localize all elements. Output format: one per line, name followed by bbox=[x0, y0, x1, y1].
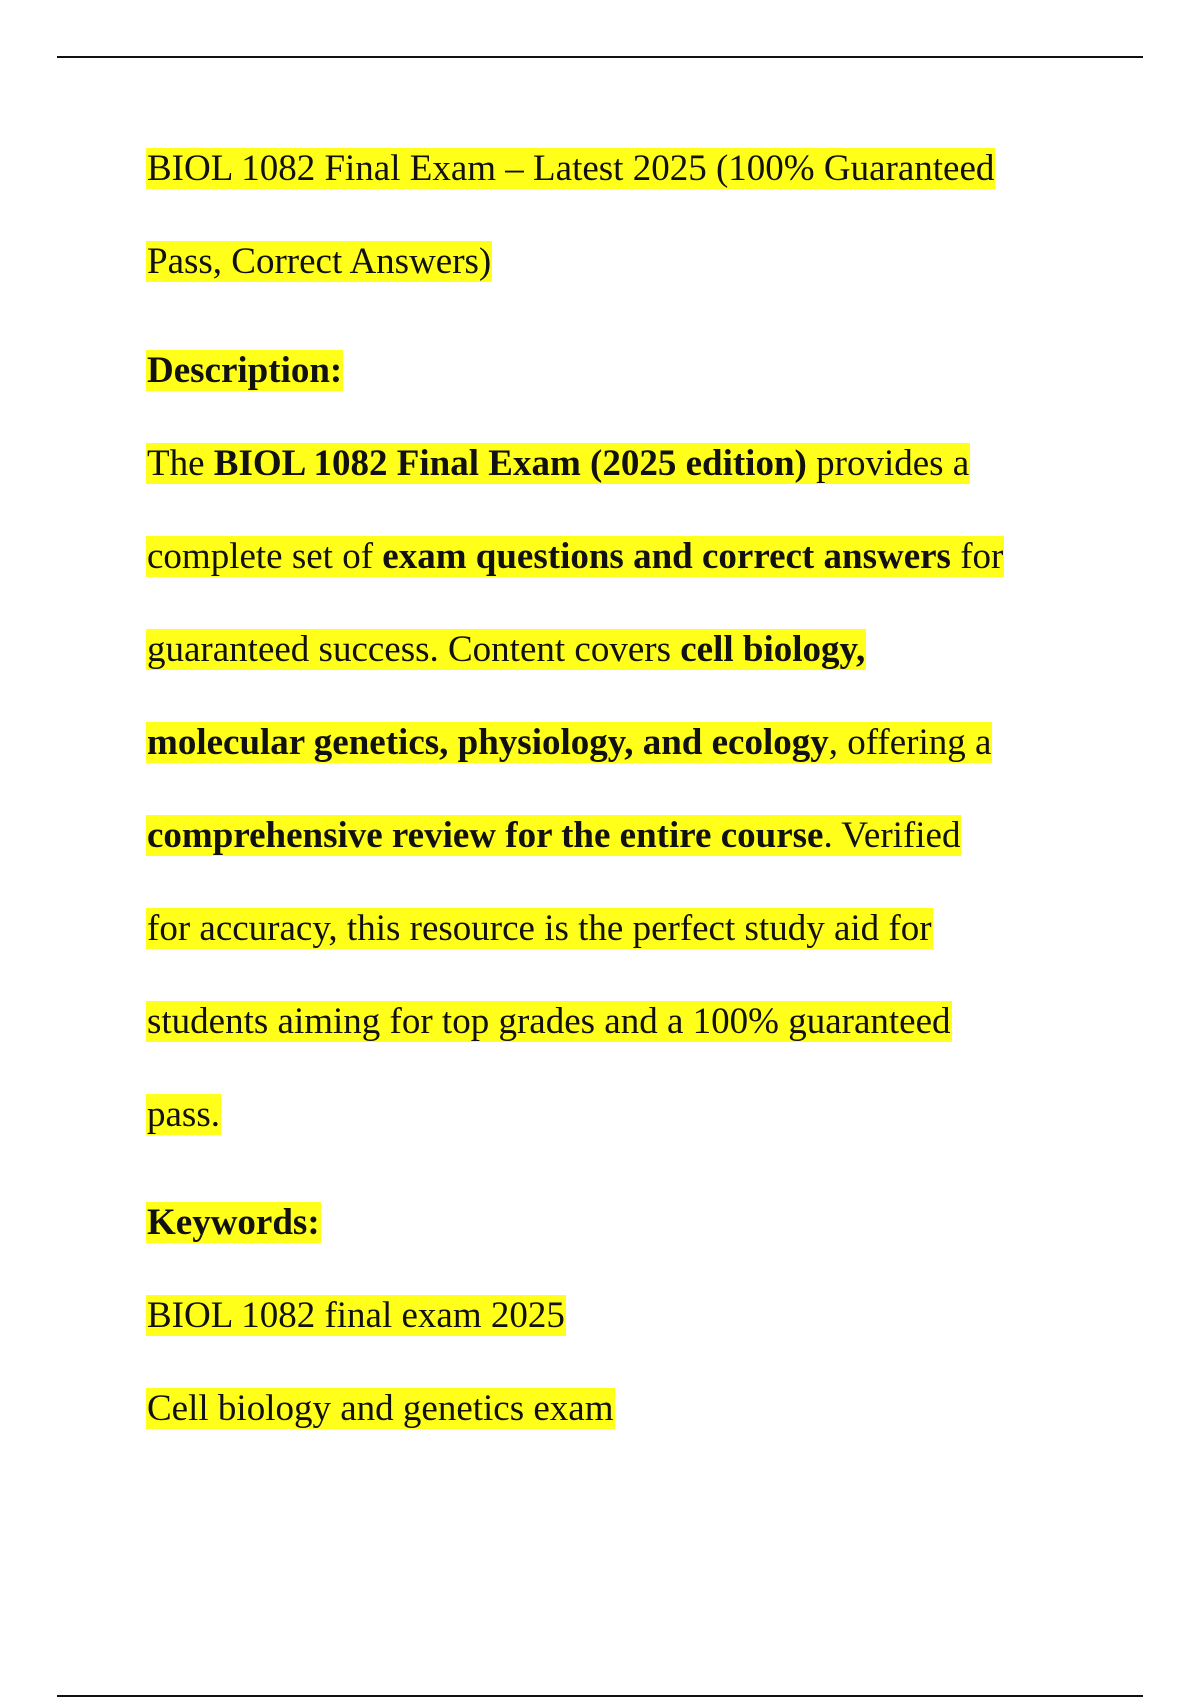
keyword-text-1: BIOL 1082 final exam 2025 bbox=[147, 1295, 565, 1336]
desc-l1-c: provides a bbox=[806, 443, 970, 484]
desc-l1-a: The bbox=[147, 443, 214, 484]
keyword-item bbox=[146, 1293, 566, 1339]
desc-l4-b: , offering a bbox=[828, 722, 992, 763]
keyword-text-2: Cell biology and genetics exam bbox=[147, 1388, 614, 1429]
title-line-2 bbox=[146, 239, 492, 285]
desc-l2-c: for bbox=[950, 536, 1004, 577]
desc-l2-a: complete set of bbox=[147, 536, 383, 577]
desc-l8: pass. bbox=[147, 1094, 220, 1135]
desc-l1-b: BIOL 1082 Final Exam (2025 edition) bbox=[213, 443, 807, 484]
desc-l4-a: molecular genetics, physiology, and ecology bbox=[147, 722, 829, 763]
title-line-1 bbox=[146, 146, 995, 192]
desc-l2-b: exam questions and correct answers bbox=[382, 536, 951, 577]
desc-l5-a: comprehensive review for the entire course bbox=[147, 815, 824, 856]
desc-l7: students aiming for top grades and a 100% guaranteed bbox=[147, 1001, 951, 1042]
description-line-4 bbox=[146, 720, 992, 766]
keyword-item bbox=[146, 1386, 615, 1432]
desc-l3-b: cell biology, bbox=[680, 629, 866, 670]
description-heading bbox=[146, 348, 343, 394]
description-line-2 bbox=[146, 534, 1004, 580]
keywords-heading-text: Keywords: bbox=[147, 1202, 320, 1243]
title-text-1: BIOL 1082 Final Exam – Latest 2025 (100% Guaranteed bbox=[147, 148, 995, 189]
bottom-rule bbox=[57, 1695, 1143, 1697]
description-heading-text: Description: bbox=[147, 350, 343, 391]
desc-l3-a: guaranteed success. Content covers bbox=[147, 629, 681, 670]
description-line-3 bbox=[146, 627, 866, 673]
desc-l6: for accuracy, this resource is the perfect study aid for bbox=[147, 908, 932, 949]
top-rule bbox=[57, 56, 1143, 58]
description-line-5 bbox=[146, 813, 961, 859]
keywords-heading bbox=[146, 1200, 321, 1246]
description-line-8 bbox=[146, 1092, 221, 1138]
description-line-6 bbox=[146, 906, 933, 952]
description-line-7 bbox=[146, 999, 952, 1045]
desc-l5-b: . Verified bbox=[823, 815, 961, 856]
title-text-2: Pass, Correct Answers) bbox=[147, 241, 492, 282]
description-line-1 bbox=[146, 441, 970, 487]
